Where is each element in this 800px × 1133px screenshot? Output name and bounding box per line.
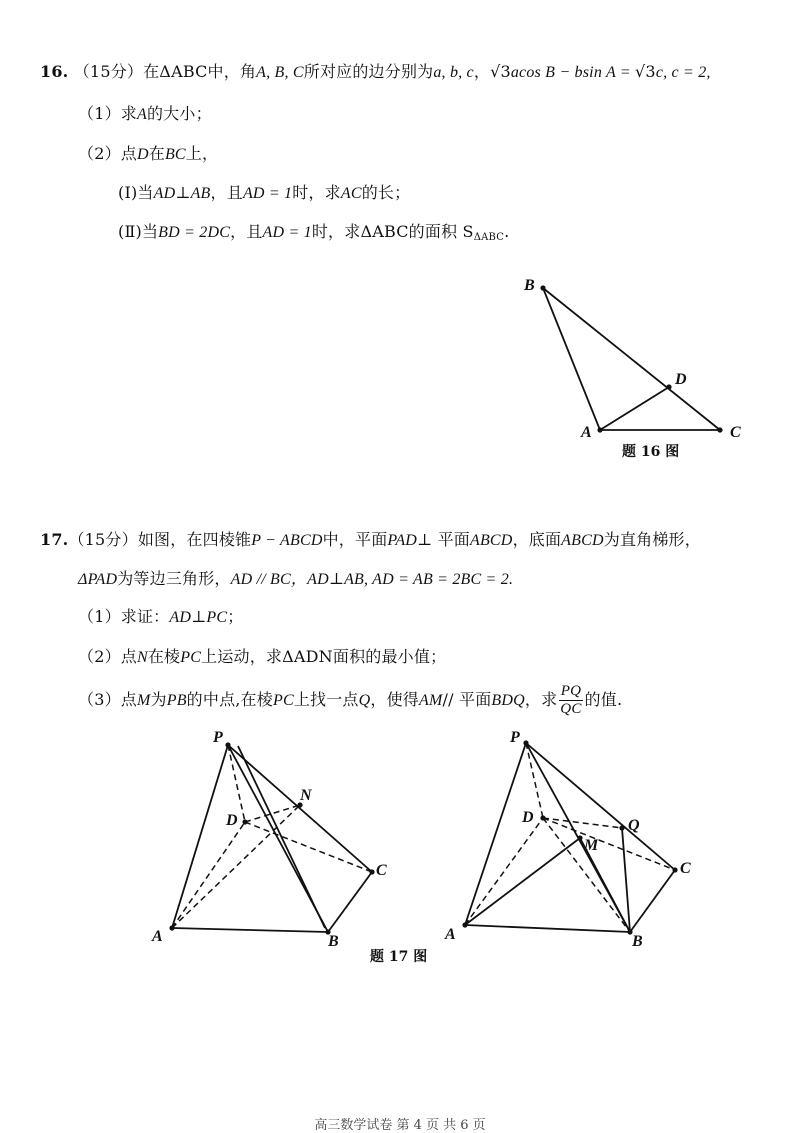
q16-part2: （2）点D在BC上， xyxy=(78,144,219,163)
q17r-label-C: C xyxy=(680,860,691,877)
q16-label-B: B xyxy=(524,277,535,294)
q16-stem: 16. （15分）在ΔABC中，角A, B, C所对应的边分别为a, b, c，√3acos B − bsin A = √3c, c = 2, xyxy=(40,62,711,81)
q16-part1: （1）求A的大小； xyxy=(78,104,212,123)
q17-stem-line2: ΔPAD为等边三角形，AD // BC，AD⊥AB, AD = AB = 2BC = 2. xyxy=(78,569,514,588)
q17l-label-N: N xyxy=(300,787,312,804)
q17-number: 17. xyxy=(40,530,69,549)
q16-formula: √3acos B − bsin A = √3c, c = 2, xyxy=(490,62,711,81)
q16-figure-caption: 题 16 图 xyxy=(622,444,680,460)
q17r-label-A: A xyxy=(445,926,456,943)
q17-part1: （1）求证：AD⊥PC； xyxy=(78,607,244,626)
q17-stem-line1: 17.（15分）如图，在四棱锥P − ABCD中，平面PAD⊥ 平面ABCD，底面ABCD为直角梯形， xyxy=(40,530,701,549)
q17l-label-B: B xyxy=(328,933,339,950)
q17l-label-C: C xyxy=(376,862,387,879)
q16-number: 16. xyxy=(40,62,69,81)
q16-label-C: C xyxy=(730,424,741,441)
q16-label-A: A xyxy=(581,424,592,441)
q16-score: （15分） xyxy=(73,62,144,81)
q17r-label-M: M xyxy=(584,837,599,854)
q17r-label-D: D xyxy=(522,809,534,826)
q17-figure-caption: 题 17 图 xyxy=(370,949,428,965)
q16-label-D: D xyxy=(675,371,687,388)
q17-part2: （2）点N在棱PC上运动，求ΔADN面积的最小值； xyxy=(78,647,447,666)
page-footer: 高三数学试卷 第 4 页 共 6 页 xyxy=(314,1118,486,1133)
q17r-label-P: P xyxy=(510,729,520,746)
q17r-label-B: B xyxy=(632,933,643,950)
q17r-label-Q: Q xyxy=(628,817,640,834)
q17l-label-P: P xyxy=(213,729,223,746)
q16-part2-i: (Ⅰ)当AD⊥AB，且AD = 1时，求AC的长； xyxy=(118,183,411,202)
q17l-label-A: A xyxy=(152,928,163,945)
q17l-label-D: D xyxy=(226,812,238,829)
q17-part3: （3）点M为PB的中点,在棱PC上找一点Q，使得AM// 平面BDQ，求 $\frac{PQ}{QC}$ 的值. xyxy=(78,683,623,717)
q16-part2-ii: (Ⅱ)当BD = 2DC，且AD = 1时，求ΔABC的面积 $S_{\Delta ABC}$. xyxy=(118,222,510,243)
q17-fraction: $\frac{PQ}{QC}$ xyxy=(560,683,582,717)
q17-score: （15分） xyxy=(68,530,138,549)
